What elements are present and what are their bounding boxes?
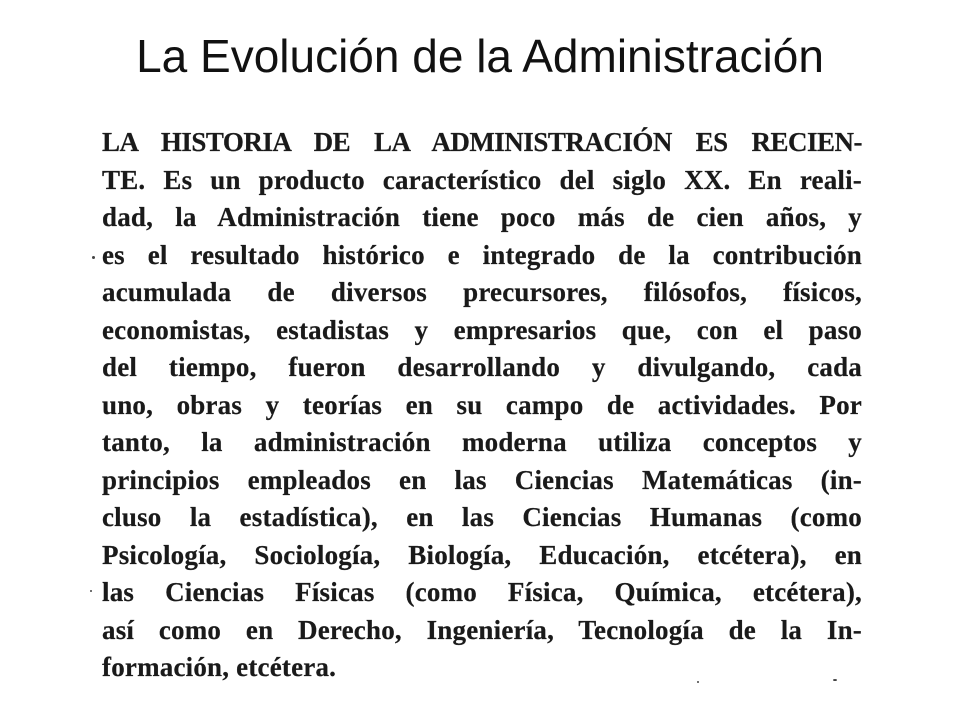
paragraph-line: uno, obras y teorías en su campo de actividades. Por bbox=[102, 389, 862, 420]
paragraph-line: tanto, la administración moderna utiliza conceptos y bbox=[102, 427, 862, 457]
paragraph-line: del tiempo, fueron desarrollando y divulgando, cada bbox=[102, 352, 862, 382]
paragraph-line: es el resultado histórico e integrado de la contribución bbox=[102, 239, 862, 270]
paragraph-line: principios empleados en las Ciencias Matemáticas (in- bbox=[102, 464, 862, 495]
paragraph-line: cluso la estadística), en las Ciencias Humanas (como bbox=[102, 502, 862, 532]
scan-speck bbox=[833, 679, 837, 681]
scan-speck bbox=[697, 681, 699, 683]
scanned-text-image bbox=[90, 118, 870, 688]
scanned-paragraph bbox=[102, 124, 862, 687]
paragraph-line: TE. Es un producto característico del siglo XX. En reali- bbox=[102, 164, 862, 195]
paragraph-line: así como en Derecho, Ingeniería, Tecnología de la In- bbox=[102, 614, 862, 645]
slide-title: La Evolución de la Administración bbox=[136, 30, 824, 82]
paragraph-line: LA HISTORIA DE LA ADMINISTRACIÓN ES RECIEN- bbox=[102, 127, 862, 157]
paragraph-line: Psicología, Sociología, Biología, Educación, etcétera), en bbox=[102, 539, 862, 570]
paragraph-line: economistas, estadistas y empresarios que, con el paso bbox=[102, 314, 862, 345]
scan-speck bbox=[90, 590, 92, 592]
paragraph-line: formación, etcétera. bbox=[102, 652, 337, 682]
paragraph-line: dad, la Administración tiene poco más de cien años, y bbox=[102, 202, 862, 232]
scan-speck bbox=[92, 256, 95, 259]
paragraph-line: las Ciencias Físicas (como Física, Química, etcétera), bbox=[102, 577, 862, 607]
paragraph-line: acumulada de diversos precursores, filósofos, físicos, bbox=[102, 277, 862, 307]
